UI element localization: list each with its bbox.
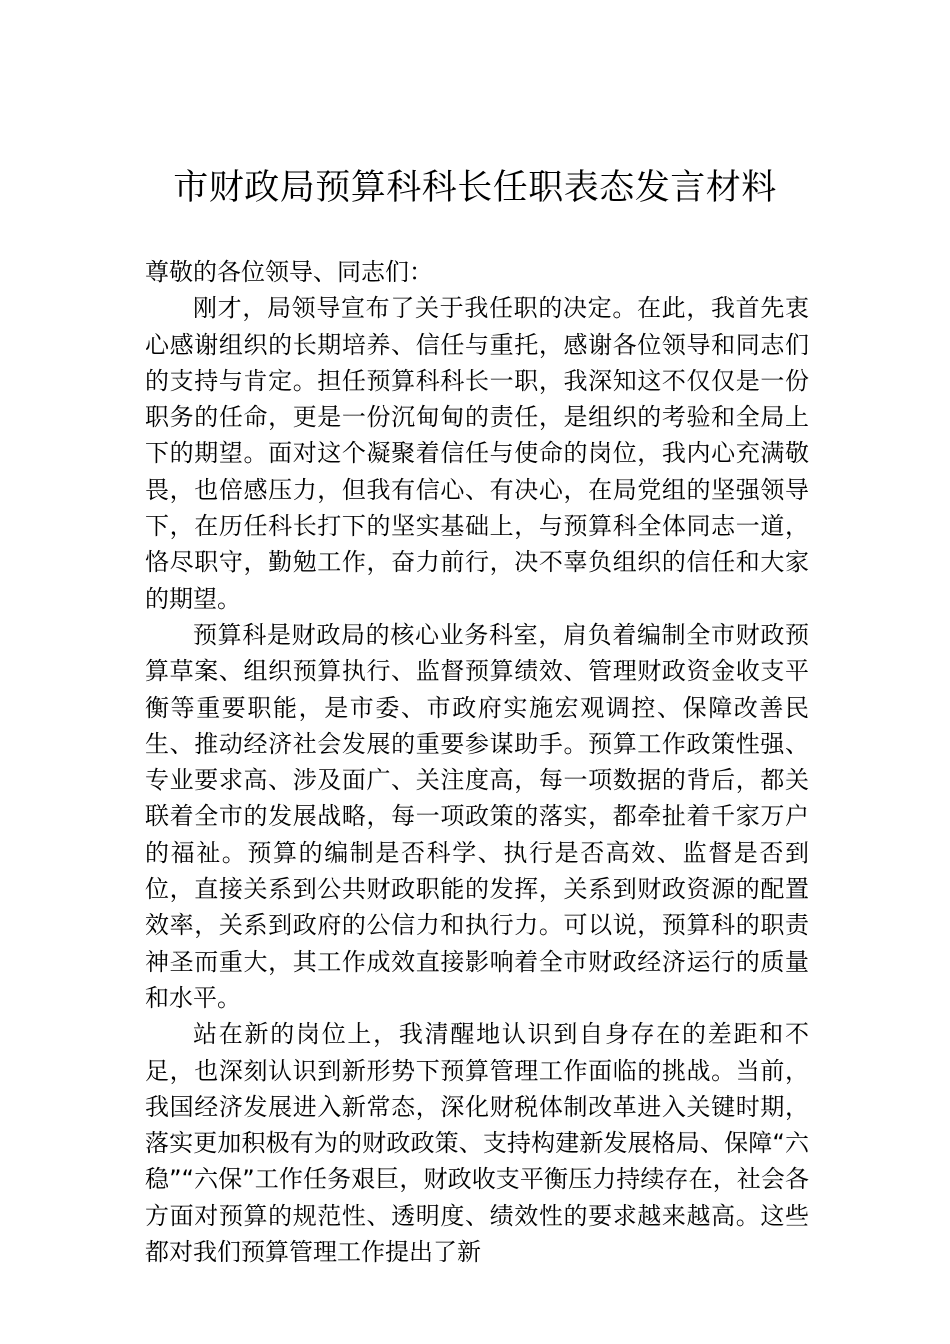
paragraph-3: 站在新的岗位上，我清醒地认识到自身存在的差距和不足，也深刻认识到新形势下预算管理工作面临的挑战。当前，我国经济发展进入新常态，深化财税体制改革进入关键时期，落实更加积极有为的财政政策、支持构建新发展格局、保障“六稳”“六保”工作任务艰巨，财政收支平衡压力持续存在，社会各方面对预算的规范性、透明度、绩效性的要求越来越高。这些都对我们预算管理工作提出了新 <box>145 1020 809 1267</box>
paragraph-1: 刚才，局领导宣布了关于我任职的决定。在此，我首先衷心感谢组织的长期培养、信任与重托，感谢各位领导和同志们的支持与肯定。担任预算科科长一职，我深知这不仅仅是一份职务的任命，更是一份沉甸甸的责任，是组织的考验和全局上下的期望。面对这个凝聚着信任与使命的岗位，我内心充满敬畏，也倍感压力，但我有信心、有决心，在局党组的坚强领导下，在历任科长打下的坚实基础上，与预算科全体同志一道，恪尽职守，勤勉工作，奋力前行，决不辜负组织的信任和大家的期望。 <box>145 294 809 613</box>
salutation: 尊敬的各位领导、同志们： <box>145 258 433 286</box>
paragraph-2: 预算科是财政局的核心业务科室，肩负着编制全市财政预算草案、组织预算执行、监督预算绩效、管理财政资金收支平衡等重要职能，是市委、市政府实施宏观调控、保障改善民生、推动经济社会发展的重要参谋助手。预算工作政策性强、专业要求高、涉及面广、关注度高，每一项数据的背后，都关联着全市的发展战略，每一项政策的落实，都牵扯着千家万户的福祉。预算的编制是否科学、执行是否高效、监督是否到位，直接关系到公共财政职能的发挥，关系到财政资源的配置效率，关系到政府的公信力和执行力。可以说，预算科的职责神圣而重大，其工作成效直接影响着全市财政经济运行的质量和水平。 <box>145 620 809 1012</box>
document-body <box>145 254 809 1270</box>
document-title: 市财政局预算科科长任职表态发言材料 <box>173 168 777 208</box>
